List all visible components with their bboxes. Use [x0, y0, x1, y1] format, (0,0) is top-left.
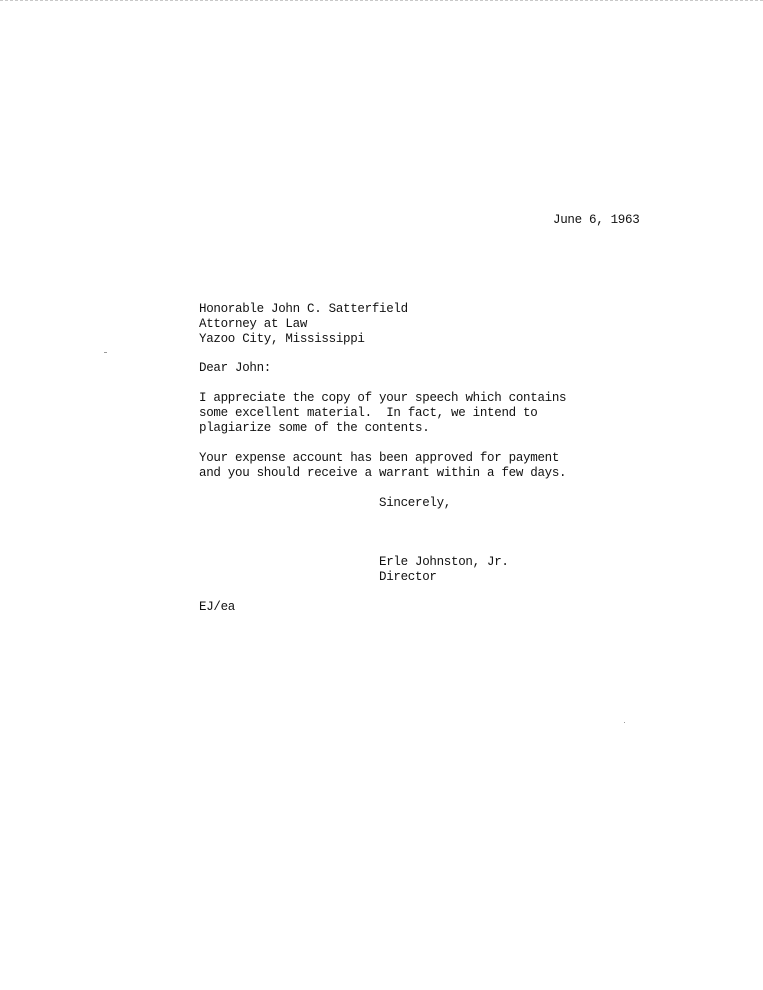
salutation: Dear John:	[199, 361, 272, 375]
recipient-name: Honorable John C. Satterfield	[199, 302, 408, 316]
signer-title: Director	[379, 570, 437, 584]
paragraph1-line: plagiarize some of the contents.	[199, 421, 430, 435]
closing: Sincerely,	[379, 496, 452, 510]
letter-date: June 6, 1963	[553, 213, 640, 227]
paragraph1-line: some excellent material. In fact, we intend to	[199, 406, 538, 420]
reference-initials: EJ/ea	[199, 600, 236, 614]
paragraph2-line: Your expense account has been approved for payment	[199, 451, 560, 465]
recipient-title: Attorney at Law	[199, 317, 308, 331]
paragraph1-line: I appreciate the copy of your speech which contains	[199, 391, 567, 405]
signer-name: Erle Johnston, Jr.	[379, 555, 509, 569]
paper-speck	[104, 352, 107, 353]
recipient-location: Yazoo City, Mississippi	[199, 332, 365, 346]
paper-speck	[624, 722, 625, 723]
paragraph2-line: and you should receive a warrant within a few days.	[199, 466, 567, 480]
